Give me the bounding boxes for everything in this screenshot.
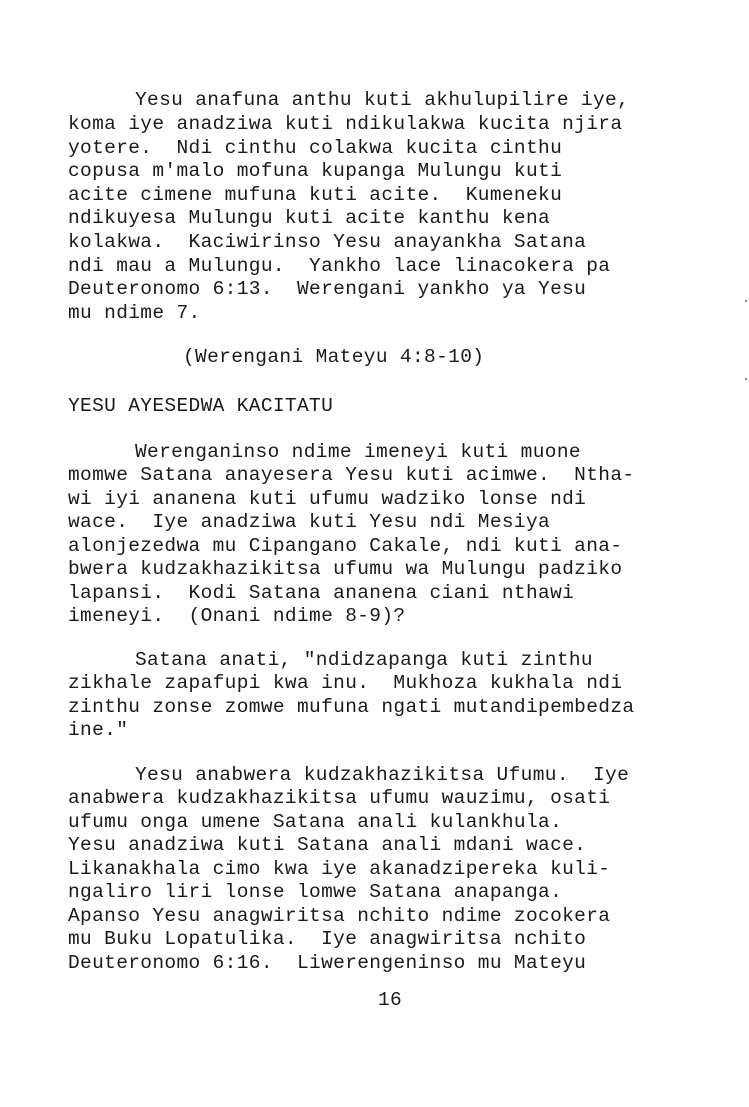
text-line: imeneyi. (Onani ndime 8-9)? — [68, 605, 406, 627]
page-number: 16 — [378, 989, 403, 1011]
text-line: ndikuyesa Mulungu kuti acite kanthu kena — [68, 207, 551, 229]
text-line: Likanakhala cimo kwa iye akanadzipereka kuli- — [68, 858, 611, 880]
text-line: anabwera kudzakhazikitsa ufumu wauzimu, osati — [68, 787, 611, 809]
text-line: ndi mau a Mulungu. Yankho lace linacokera pa — [68, 255, 611, 277]
text-line: zikhale zapafupi kwa inu. Mukhoza kukhala ndi — [68, 672, 623, 694]
text-line: Deuteronomo 6:16. Liwerengeninso mu Mateyu — [68, 952, 587, 974]
scan-speck — [745, 300, 747, 302]
text-line: mu ndime 7. — [68, 302, 201, 324]
text-line: alonjezedwa mu Cipangano Cakale, ndi kuti ana- — [68, 535, 623, 557]
scan-speck — [745, 378, 747, 380]
text-line: momwe Satana anayesera Yesu kuti acimwe. Ntha- — [68, 464, 635, 486]
text-line: Werenganinso ndime imeneyi kuti muone — [135, 441, 581, 463]
text-line: wi iyi ananena kuti ufumu wadziko lonse ndi — [68, 488, 587, 510]
text-line: yotere. Ndi cinthu colakwa kucita cinthu — [68, 137, 563, 159]
text-line: kolakwa. Kaciwirinso Yesu anayankha Satana — [68, 231, 587, 253]
text-line: ine." — [68, 719, 129, 741]
text-line: wace. Iye anadziwa kuti Yesu ndi Mesiya — [68, 511, 551, 533]
text-line: ngaliro liri lonse lomwe Satana anapanga. — [68, 881, 563, 903]
text-line: Deuteronomo 6:13. Werengani yankho ya Yesu — [68, 278, 587, 300]
text-line: lapansi. Kodi Satana ananena ciani nthawi — [68, 582, 575, 604]
text-line: Yesu anafuna anthu kuti akhulupilire iye, — [135, 89, 630, 111]
text-line: copusa m'malo mofuna kupanga Mulungu kuti — [68, 160, 563, 182]
text-line: Yesu anabwera kudzakhazikitsa Ufumu. Iye — [135, 764, 630, 786]
text-line: Satana anati, "ndidzapanga kuti zinthu — [135, 649, 593, 671]
text-line: Yesu anadziwa kuti Satana anali mdani wace. — [68, 834, 587, 856]
text-line: mu Buku Lopatulika. Iye anagwiritsa nchito — [68, 928, 587, 950]
text-line: koma iye anadziwa kuti ndikulakwa kucita njira — [68, 113, 623, 135]
text-line: zinthu zonse zomwe mufuna ngati mutandipembedza — [68, 696, 635, 718]
text-line: bwera kudzakhazikitsa ufumu wa Mulungu padziko — [68, 558, 623, 580]
text-line: acite cimene mufuna kuti acite. Kumeneku — [68, 184, 563, 206]
text-line: Apanso Yesu anagwiritsa nchito ndime zocokera — [68, 905, 611, 927]
text-line: ufumu onga umene Satana anali kulankhula. — [68, 811, 563, 833]
section-heading: YESU AYESEDWA KACITATU — [68, 395, 334, 417]
scripture-reference: (Werengani Mateyu 4:8-10) — [183, 346, 485, 368]
